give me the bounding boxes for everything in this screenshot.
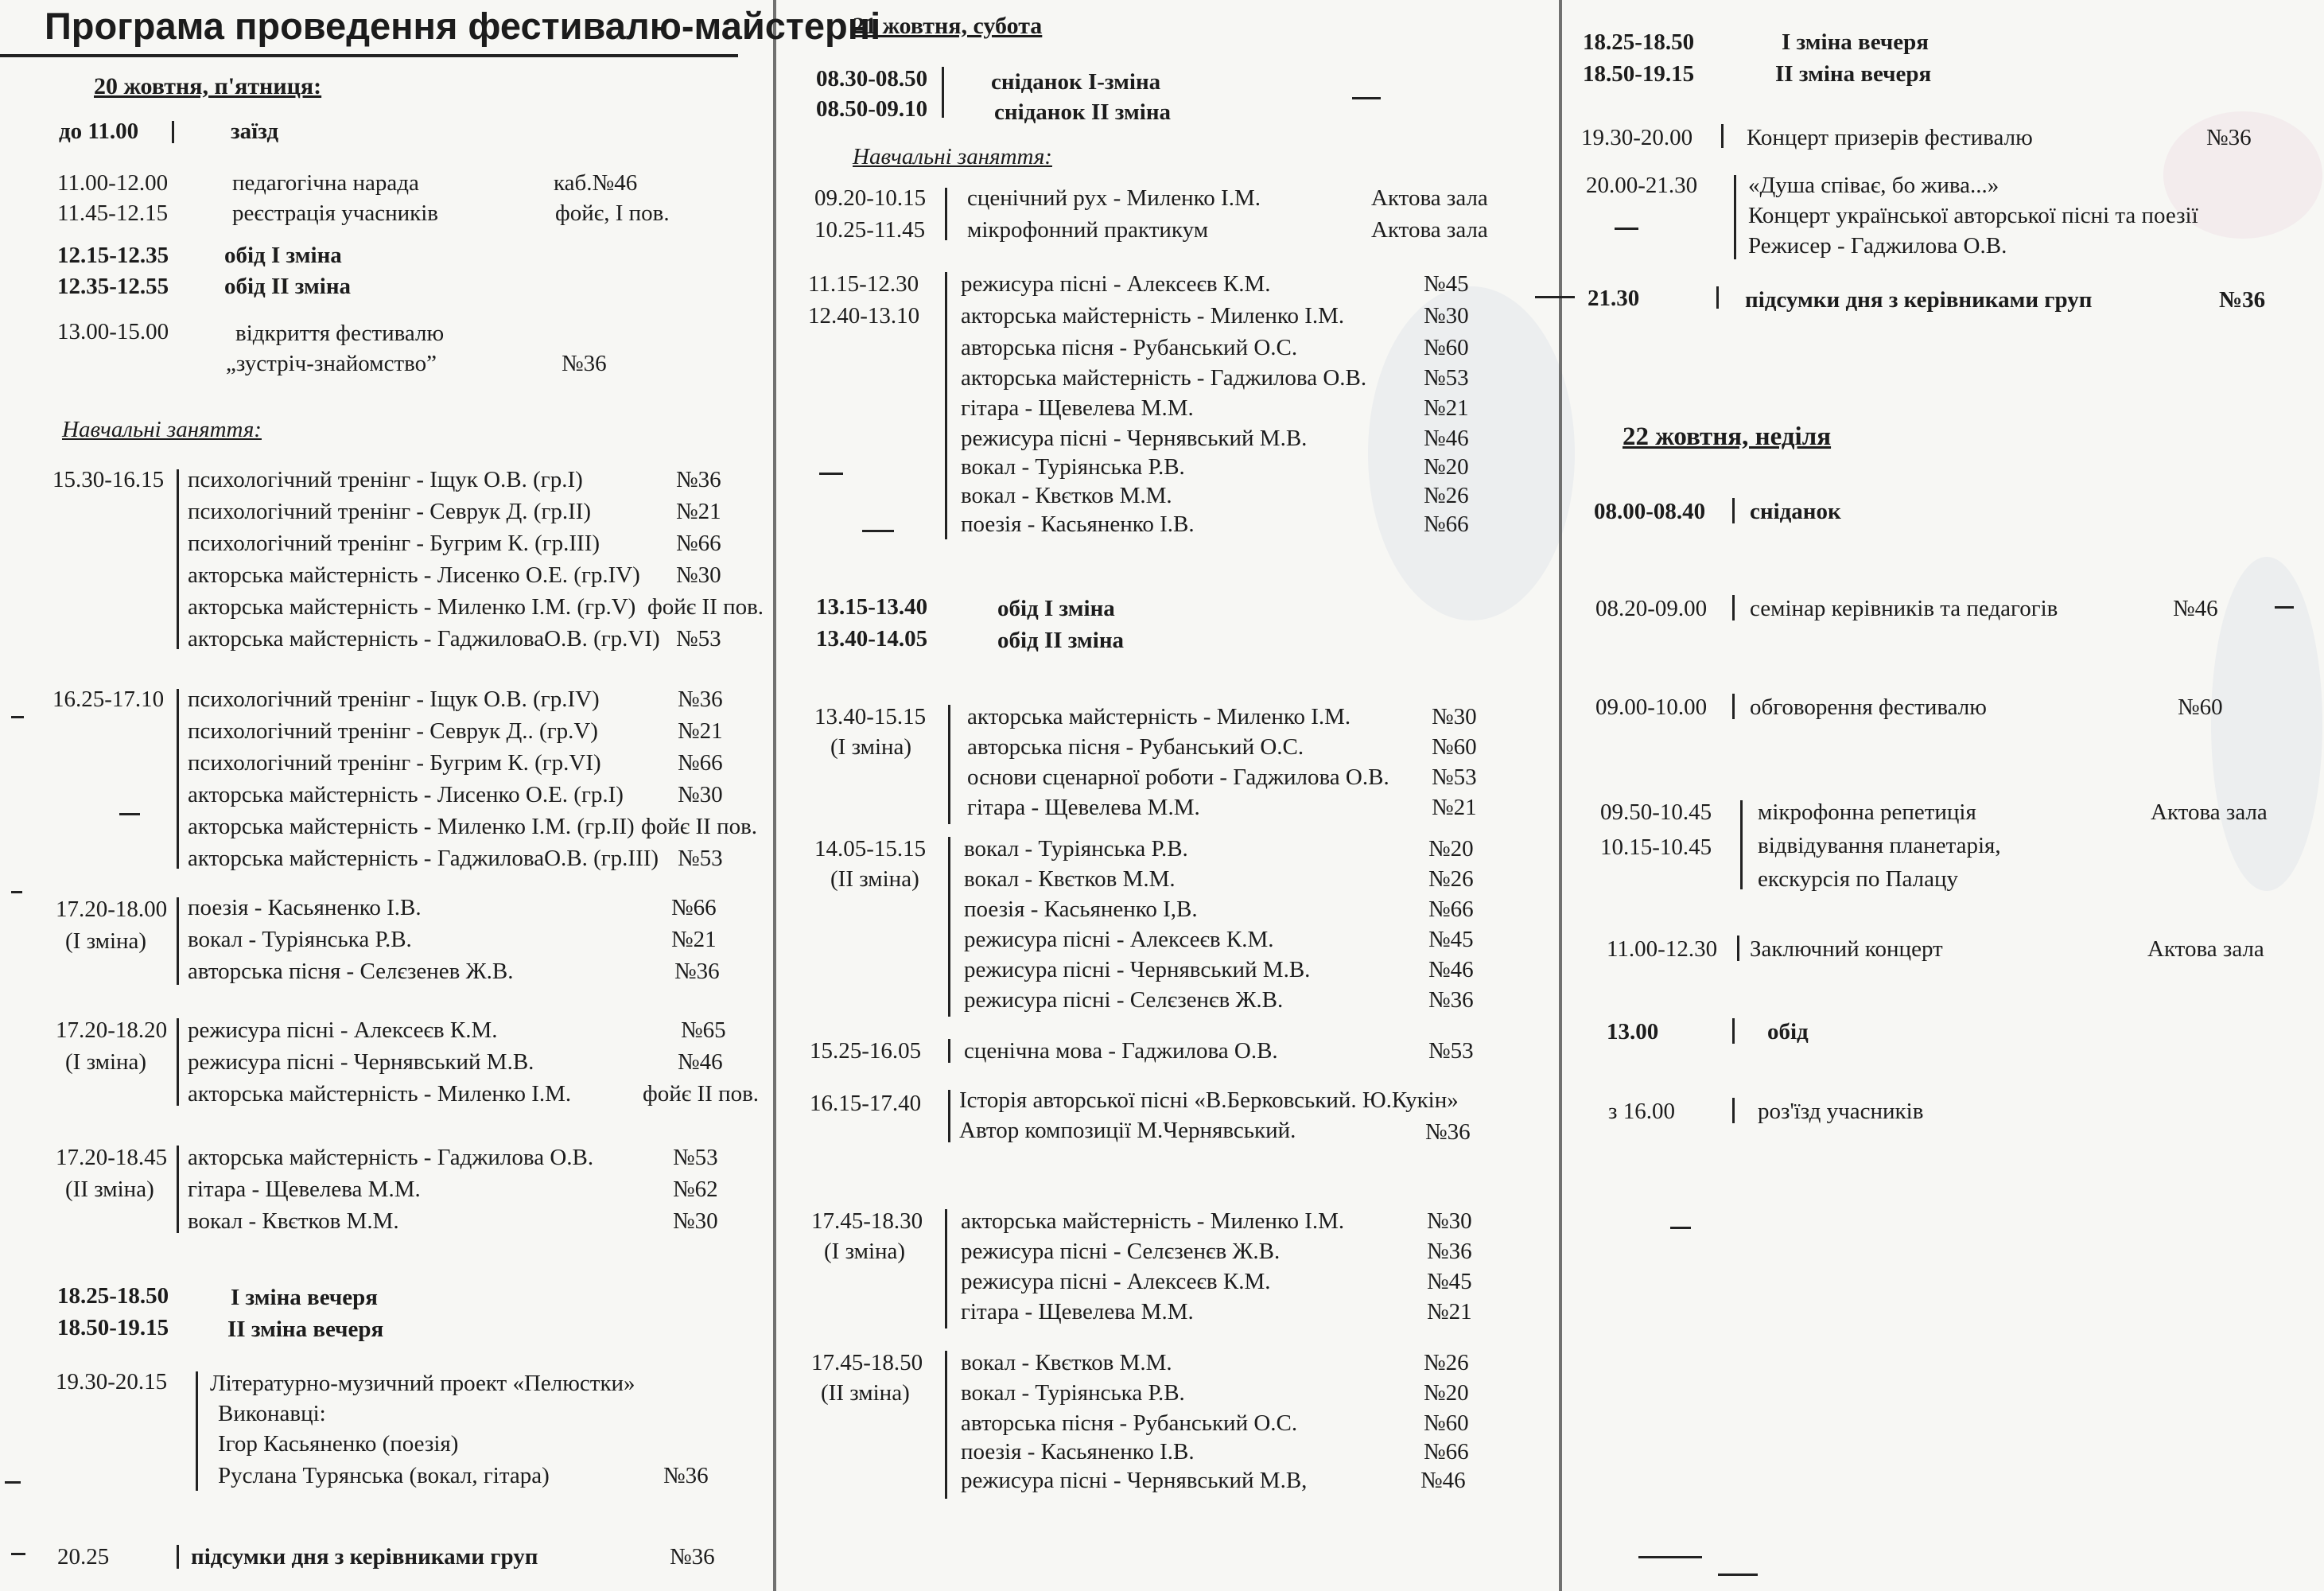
time-separator — [945, 272, 947, 539]
class-room: №66 — [671, 895, 717, 920]
class-time: 14.05-15.15 — [814, 836, 927, 862]
class-title: вокал - Туріянська Р.В. — [188, 927, 412, 952]
scan-speck — [1615, 228, 1638, 230]
dinner-time: 18.25-18.50 — [57, 1283, 169, 1309]
class-title: режисура пісні - Селєзенєв Ж.В. — [964, 987, 1284, 1013]
class-room: №36 — [1425, 1119, 1471, 1145]
class-room: №30 — [1432, 704, 1477, 729]
project-room: №36 — [663, 1463, 709, 1488]
final-concert-text: Заключний концерт — [1750, 936, 1943, 962]
concert-room: №36 — [2206, 125, 2252, 150]
summary-time: 21.30 — [1588, 286, 1640, 311]
class-room: №46 — [1428, 957, 1474, 982]
time-separator — [945, 1351, 947, 1499]
time-separator — [196, 1371, 198, 1491]
class-room: №46 — [1420, 1468, 1466, 1493]
class-room: №36 — [674, 959, 720, 984]
class-room: №20 — [1424, 1380, 1469, 1406]
time-separator — [948, 837, 950, 1017]
class-room: №45 — [1428, 927, 1474, 952]
time-separator — [945, 1209, 947, 1328]
class-title: сценічний рух - Миленко І.М. — [967, 185, 1261, 211]
column-divider — [773, 0, 776, 1591]
arrival-text: заїзд — [231, 119, 279, 144]
class-time: 09.20-10.15 — [814, 185, 927, 211]
classes-heading: Навчальні заняття: — [853, 144, 1052, 169]
day1-date: 20 жовтня, п'ятниця: — [94, 73, 322, 99]
project-time: 19.30-20.15 — [56, 1369, 168, 1395]
final-concert-room: Актова зала — [2147, 936, 2264, 962]
day3-date: 22 жовтня, неділя — [1623, 422, 1832, 451]
rehearsal-time: 10.15-10.45 — [1600, 834, 1712, 860]
class-time: 17.45-18.50 — [811, 1350, 923, 1375]
scan-speck — [11, 716, 24, 718]
class-room: №30 — [678, 782, 723, 807]
class-title: вокал - Туріянська Р.В. — [961, 1380, 1185, 1406]
rehearsal-time: 09.50-10.45 — [1600, 799, 1712, 825]
shift-label: (I зміна) — [65, 928, 147, 954]
breakfast-text: сніданок II зміна — [994, 99, 1172, 125]
dinner-text: II зміна вечеря — [227, 1317, 384, 1342]
time-separator — [1716, 286, 1719, 309]
class-time: 17.20-18.45 — [56, 1145, 168, 1170]
class-room: №53 — [673, 1145, 718, 1170]
seminar-time: 08.20-09.00 — [1595, 596, 1708, 621]
class-room: фойє II пов. — [647, 594, 764, 620]
class-title: поезія - Касьяненко І.В. — [961, 512, 1195, 537]
class-room: №60 — [1432, 734, 1477, 760]
scan-speck — [1638, 1556, 1702, 1558]
time-separator — [172, 121, 174, 143]
dinner-text: I зміна вечеря — [231, 1285, 378, 1310]
class-room: №21 — [1424, 395, 1469, 421]
class-room: №66 — [1424, 512, 1469, 537]
class-room: №66 — [678, 750, 723, 776]
class-time: 17.20-18.00 — [56, 897, 168, 922]
time-separator — [1734, 175, 1736, 259]
dinner-time: 18.25-18.50 — [1583, 29, 1695, 55]
class-room: Актова зала — [1371, 185, 1488, 211]
time-separator — [177, 1146, 179, 1233]
class-title: поезія - Касьяненко І.В. — [188, 895, 422, 920]
discussion-time: 09.00-10.00 — [1595, 694, 1708, 720]
time-separator — [1732, 498, 1735, 523]
time-separator — [177, 689, 179, 869]
class-title: поезія - Касьяненко І.В. — [961, 1439, 1195, 1465]
class-time: 10.25-11.45 — [814, 217, 926, 243]
scan-speck — [1352, 97, 1381, 99]
scan-speck — [11, 891, 22, 893]
class-room: №21 — [671, 927, 717, 952]
concert-line: Концерт української авторської пісні та поезії — [1748, 203, 2198, 228]
day3-column — [1559, 0, 2324, 1591]
class-title: акторська майстерність - Миленко І.М. — [967, 704, 1351, 729]
class-title: акторська майстерність - Лисенко О.Е. (гр.IV) — [188, 562, 640, 588]
lunch-time: 13.40-14.05 — [816, 626, 928, 652]
rehearsal-room: Актова зала — [2151, 799, 2268, 825]
opening-text: відкриття фестивалю — [235, 321, 445, 346]
class-title: психологічний тренінг - Іщук О.В. (гр.I) — [188, 467, 583, 492]
registration-room: фойє, I пов. — [555, 200, 670, 226]
class-room: №53 — [678, 846, 723, 871]
class-room: №45 — [1424, 271, 1469, 297]
class-room: фойє II пов. — [643, 1081, 760, 1107]
class-room: №26 — [1424, 1350, 1469, 1375]
class-title: режисура пісні - Алексеєв К.М. — [961, 271, 1271, 297]
class-time: 15.30-16.15 — [52, 467, 165, 492]
class-room: №26 — [1424, 483, 1469, 508]
discussion-text: обговорення фестивалю — [1750, 694, 1987, 720]
class-title: гітара - Щевелева М.М. — [188, 1177, 421, 1202]
class-room: №21 — [676, 499, 721, 524]
class-room: №21 — [678, 718, 723, 744]
class-room: №66 — [1424, 1439, 1469, 1465]
lunch-time: 12.15-12.35 — [57, 243, 169, 268]
summary-room: №36 — [2219, 287, 2266, 313]
project-line: Руслана Турянська (вокал, гітара) — [218, 1463, 550, 1488]
class-title: акторська майстерність - Гаджилова О.В. — [188, 1145, 594, 1170]
day2-date: 21 жовтня, субота — [853, 13, 1043, 39]
class-title: психологічний тренінг - Іщук О.В. (гр.IV) — [188, 687, 600, 712]
class-room: №36 — [678, 687, 723, 712]
project-line: Виконавці: — [218, 1401, 326, 1426]
class-room: №26 — [1428, 866, 1474, 892]
history-line: Автор композиції М.Чернявський. — [959, 1118, 1296, 1143]
class-title: вокал - Квєтков М.М. — [961, 1350, 1172, 1375]
meeting-room: каб.№46 — [554, 170, 638, 196]
concert-text: Концерт призерів фестивалю — [1747, 125, 2033, 150]
lunch-time: 13.00 — [1607, 1019, 1659, 1044]
class-room: №30 — [676, 562, 721, 588]
title-underline — [0, 54, 738, 57]
scan-speck — [862, 530, 894, 532]
concert-time: 19.30-20.00 — [1581, 125, 1693, 150]
class-title: гітара - Щевелева М.М. — [961, 395, 1194, 421]
rehearsal-text: екскурсія по Палацу — [1758, 866, 1959, 892]
class-room: №46 — [678, 1049, 723, 1075]
class-time: 11.15-12.30 — [808, 271, 919, 297]
class-room: №53 — [1428, 1038, 1474, 1064]
rehearsal-text: відвідування планетарія, — [1758, 833, 2001, 858]
scan-speck — [119, 813, 140, 815]
time-separator — [177, 897, 179, 985]
class-title: режисура пісні - Алексеєв К.М. — [961, 1269, 1271, 1294]
time-separator — [1721, 124, 1724, 148]
summary-text: підсумки дня з керівниками груп — [1745, 287, 2093, 313]
shift-label: (I зміна) — [830, 734, 912, 760]
summary-time: 20.25 — [57, 1544, 110, 1570]
project-line: Ігор Касьяненко (поезія) — [218, 1431, 459, 1457]
class-title: режисура пісні - Алексеєв К.М. — [188, 1017, 498, 1043]
breakfast-time: 08.00-08.40 — [1594, 499, 1706, 524]
class-title: акторська майстерність - Лисенко О.Е. (гр.I) — [188, 782, 624, 807]
class-title: вокал - Туріянська Р.В. — [961, 454, 1185, 480]
project-line: Літературно-музичний проект «Пелюстки» — [210, 1371, 635, 1396]
lunch-time: 12.35-12.55 — [57, 274, 169, 299]
breakfast-time: 08.50-09.10 — [816, 96, 928, 122]
dinner-text: I зміна вечеря — [1782, 29, 1929, 55]
class-room: №53 — [1424, 365, 1469, 391]
class-title: авторська пісня - Рубанський О.С. — [961, 335, 1298, 360]
class-title: вокал - Квєтков М.М. — [961, 483, 1172, 508]
scan-speck — [819, 473, 843, 475]
class-title: авторська пісня - Рубанський О.С. — [967, 734, 1304, 760]
day2-column — [779, 0, 1543, 1591]
class-title: основи сценарної роботи - Гаджилова О.В. — [967, 764, 1389, 790]
scan-speck — [11, 1553, 25, 1555]
class-room: №30 — [673, 1208, 718, 1234]
class-title: авторська пісня - Селєзенев Ж.В. — [188, 959, 514, 984]
class-room: №30 — [1427, 1208, 1472, 1234]
class-title: вокал - Квєтков М.М. — [964, 866, 1176, 892]
seminar-text: семінар керівників та педагогів — [1750, 596, 2058, 621]
rehearsal-text: мікрофонна репетиція — [1758, 799, 1976, 825]
class-room: №60 — [1424, 335, 1469, 360]
shift-label: (I зміна) — [65, 1049, 147, 1075]
meeting-text: педагогічна нарада — [232, 170, 419, 196]
class-room: №66 — [1428, 897, 1474, 922]
registration-time: 11.45-12.15 — [57, 200, 169, 226]
class-title: вокал - Квєтков М.М. — [188, 1208, 399, 1234]
time-separator — [1732, 694, 1735, 719]
class-time: 16.25-17.10 — [52, 687, 165, 712]
class-title: психологічний тренінг - Бугрим К. (гр.VI) — [188, 750, 601, 776]
class-title: акторська майстерність - ГаджиловаО.В. (гр.VI) — [188, 626, 660, 652]
time-separator — [948, 705, 950, 824]
class-title: режисура пісні - Селєзенєв Ж.В. — [961, 1239, 1281, 1264]
time-separator — [948, 1039, 950, 1063]
class-room: №53 — [676, 626, 721, 652]
lunch-text: обід I зміна — [997, 596, 1115, 621]
class-title: вокал - Туріянська Р.В. — [964, 836, 1188, 862]
class-time: 12.40-13.10 — [808, 303, 920, 329]
class-time: 16.15-17.40 — [810, 1091, 922, 1116]
summary-room: №36 — [670, 1544, 715, 1570]
time-separator — [1740, 800, 1743, 889]
shift-label: (II зміна) — [821, 1380, 910, 1406]
class-title: психологічний тренінг - Севрук Д.. (гр.V) — [188, 718, 598, 744]
class-title: психологічний тренінг - Бугрим К. (гр.III) — [188, 531, 600, 556]
class-room: фойє II пов. — [641, 814, 758, 839]
class-title: акторська майстерність - Миленко І.М. — [188, 1081, 572, 1107]
scan-speck — [2275, 606, 2294, 609]
class-title: режисура пісні - Чернявський М.В. — [188, 1049, 534, 1075]
time-separator — [942, 67, 944, 118]
time-separator — [177, 1545, 179, 1569]
class-room: №60 — [1424, 1410, 1469, 1436]
concert-line: Режисер - Гаджилова О.В. — [1748, 233, 2007, 259]
dinner-time: 18.50-19.15 — [57, 1315, 169, 1340]
class-title: акторська майстерність - Миленко І.М. — [961, 303, 1345, 329]
meeting-time: 11.00-12.00 — [57, 170, 169, 196]
time-separator — [1732, 1098, 1735, 1123]
opening-room: №36 — [562, 351, 607, 376]
class-room: №20 — [1428, 836, 1474, 862]
opening-time: 13.00-15.00 — [57, 319, 169, 344]
class-room: Актова зала — [1371, 217, 1488, 243]
departure-time: з 16.00 — [1608, 1099, 1675, 1124]
lunch-text: обід II зміна — [997, 628, 1125, 653]
class-title: авторська пісня - Рубанський О.С. — [961, 1410, 1298, 1436]
class-title: режисура пісні - Чернявський М.В, — [961, 1468, 1308, 1493]
class-room: №62 — [673, 1177, 718, 1202]
class-room: №20 — [1424, 454, 1469, 480]
dinner-text: II зміна вечеря — [1775, 61, 1932, 87]
opening-text: „зустріч-знайомство” — [226, 351, 437, 376]
history-line: Історія авторської пісні «В.Берковський. Ю.Кукін» — [959, 1087, 1459, 1113]
class-time: 17.20-18.20 — [56, 1017, 168, 1043]
shift-label: (II зміна) — [830, 866, 919, 892]
class-title: психологічний тренінг - Севрук Д. (гр.II) — [188, 499, 592, 524]
class-title: мікрофонний практикум — [967, 217, 1209, 243]
class-title: акторська майстерність - Миленко І.М. (гр.V) — [188, 594, 636, 620]
scan-speck — [1535, 296, 1575, 298]
time-separator — [945, 188, 947, 240]
time-separator — [177, 469, 179, 649]
shift-label: (I зміна) — [824, 1239, 906, 1264]
class-title: режисура пісні - Чернявський М.В. — [964, 957, 1311, 982]
departure-text: роз'їзд учасників — [1758, 1099, 1924, 1124]
class-time: 15.25-16.05 — [810, 1038, 922, 1064]
class-title: акторська майстерність - Миленко І.М. (гр.II) — [188, 814, 635, 839]
concert-time: 20.00-21.30 — [1586, 173, 1698, 198]
lunch-text: обід — [1767, 1019, 1809, 1044]
breakfast-time: 08.30-08.50 — [816, 66, 928, 91]
lunch-text: обід I зміна — [224, 243, 342, 268]
class-room: №45 — [1427, 1269, 1472, 1294]
class-title: гітара - Щевелева М.М. — [967, 795, 1200, 820]
scan-speck — [1670, 1227, 1691, 1229]
time-separator — [1737, 936, 1739, 961]
class-title: поезія - Касьяненко І,В. — [964, 897, 1198, 922]
time-separator — [177, 1018, 179, 1106]
class-room: №66 — [676, 531, 721, 556]
registration-text: реєстрація учасників — [232, 200, 438, 226]
lunch-time: 13.15-13.40 — [816, 594, 928, 620]
class-room: №36 — [1427, 1239, 1472, 1264]
scan-speck — [1718, 1573, 1758, 1576]
arrival-time: до 11.00 — [59, 119, 139, 144]
breakfast-text: сніданок — [1750, 499, 1841, 524]
seminar-room: №46 — [2173, 596, 2218, 621]
class-room: №36 — [1428, 987, 1474, 1013]
class-time: 13.40-15.15 — [814, 704, 927, 729]
class-title: гітара - Щевелева М.М. — [961, 1299, 1194, 1325]
scan-speck — [5, 1481, 21, 1484]
time-separator — [1732, 1018, 1735, 1044]
summary-text: підсумки дня з керівниками груп — [191, 1544, 538, 1570]
class-room: №36 — [676, 467, 721, 492]
class-time: 17.45-18.30 — [811, 1208, 923, 1234]
class-title: акторська майстерність - Миленко І.М. — [961, 1208, 1345, 1234]
class-room: №21 — [1432, 795, 1477, 820]
breakfast-text: сніданок I-зміна — [991, 69, 1161, 95]
page-title: Програма проведення фестивалю-майстерні — [45, 5, 881, 47]
class-title: режисура пісні - Чернявський М.В. — [961, 426, 1308, 451]
final-concert-time: 11.00-12.30 — [1607, 936, 1718, 962]
class-room: №65 — [681, 1017, 726, 1043]
discussion-room: №60 — [2178, 694, 2223, 720]
time-separator — [948, 1090, 950, 1142]
classes-heading: Навчальні заняття: — [62, 417, 262, 442]
class-room: №30 — [1424, 303, 1469, 329]
class-title: режисура пісні - Алексеєв К.М. — [964, 927, 1274, 952]
shift-label: (II зміна) — [65, 1177, 154, 1202]
class-title: сценічна мова - Гаджилова О.В. — [964, 1038, 1278, 1064]
class-title: акторська майстерність - ГаджиловаО.В. (гр.III) — [188, 846, 659, 871]
class-room: №21 — [1427, 1299, 1472, 1325]
concert-line: «Душа співає, бо жива...» — [1748, 173, 1999, 198]
time-separator — [1732, 595, 1735, 620]
dinner-time: 18.50-19.15 — [1583, 61, 1695, 87]
class-room: №46 — [1424, 426, 1469, 451]
class-room: №53 — [1432, 764, 1477, 790]
lunch-text: обід II зміна — [224, 274, 352, 299]
class-title: акторська майстерність - Гаджилова О.В. — [961, 365, 1367, 391]
